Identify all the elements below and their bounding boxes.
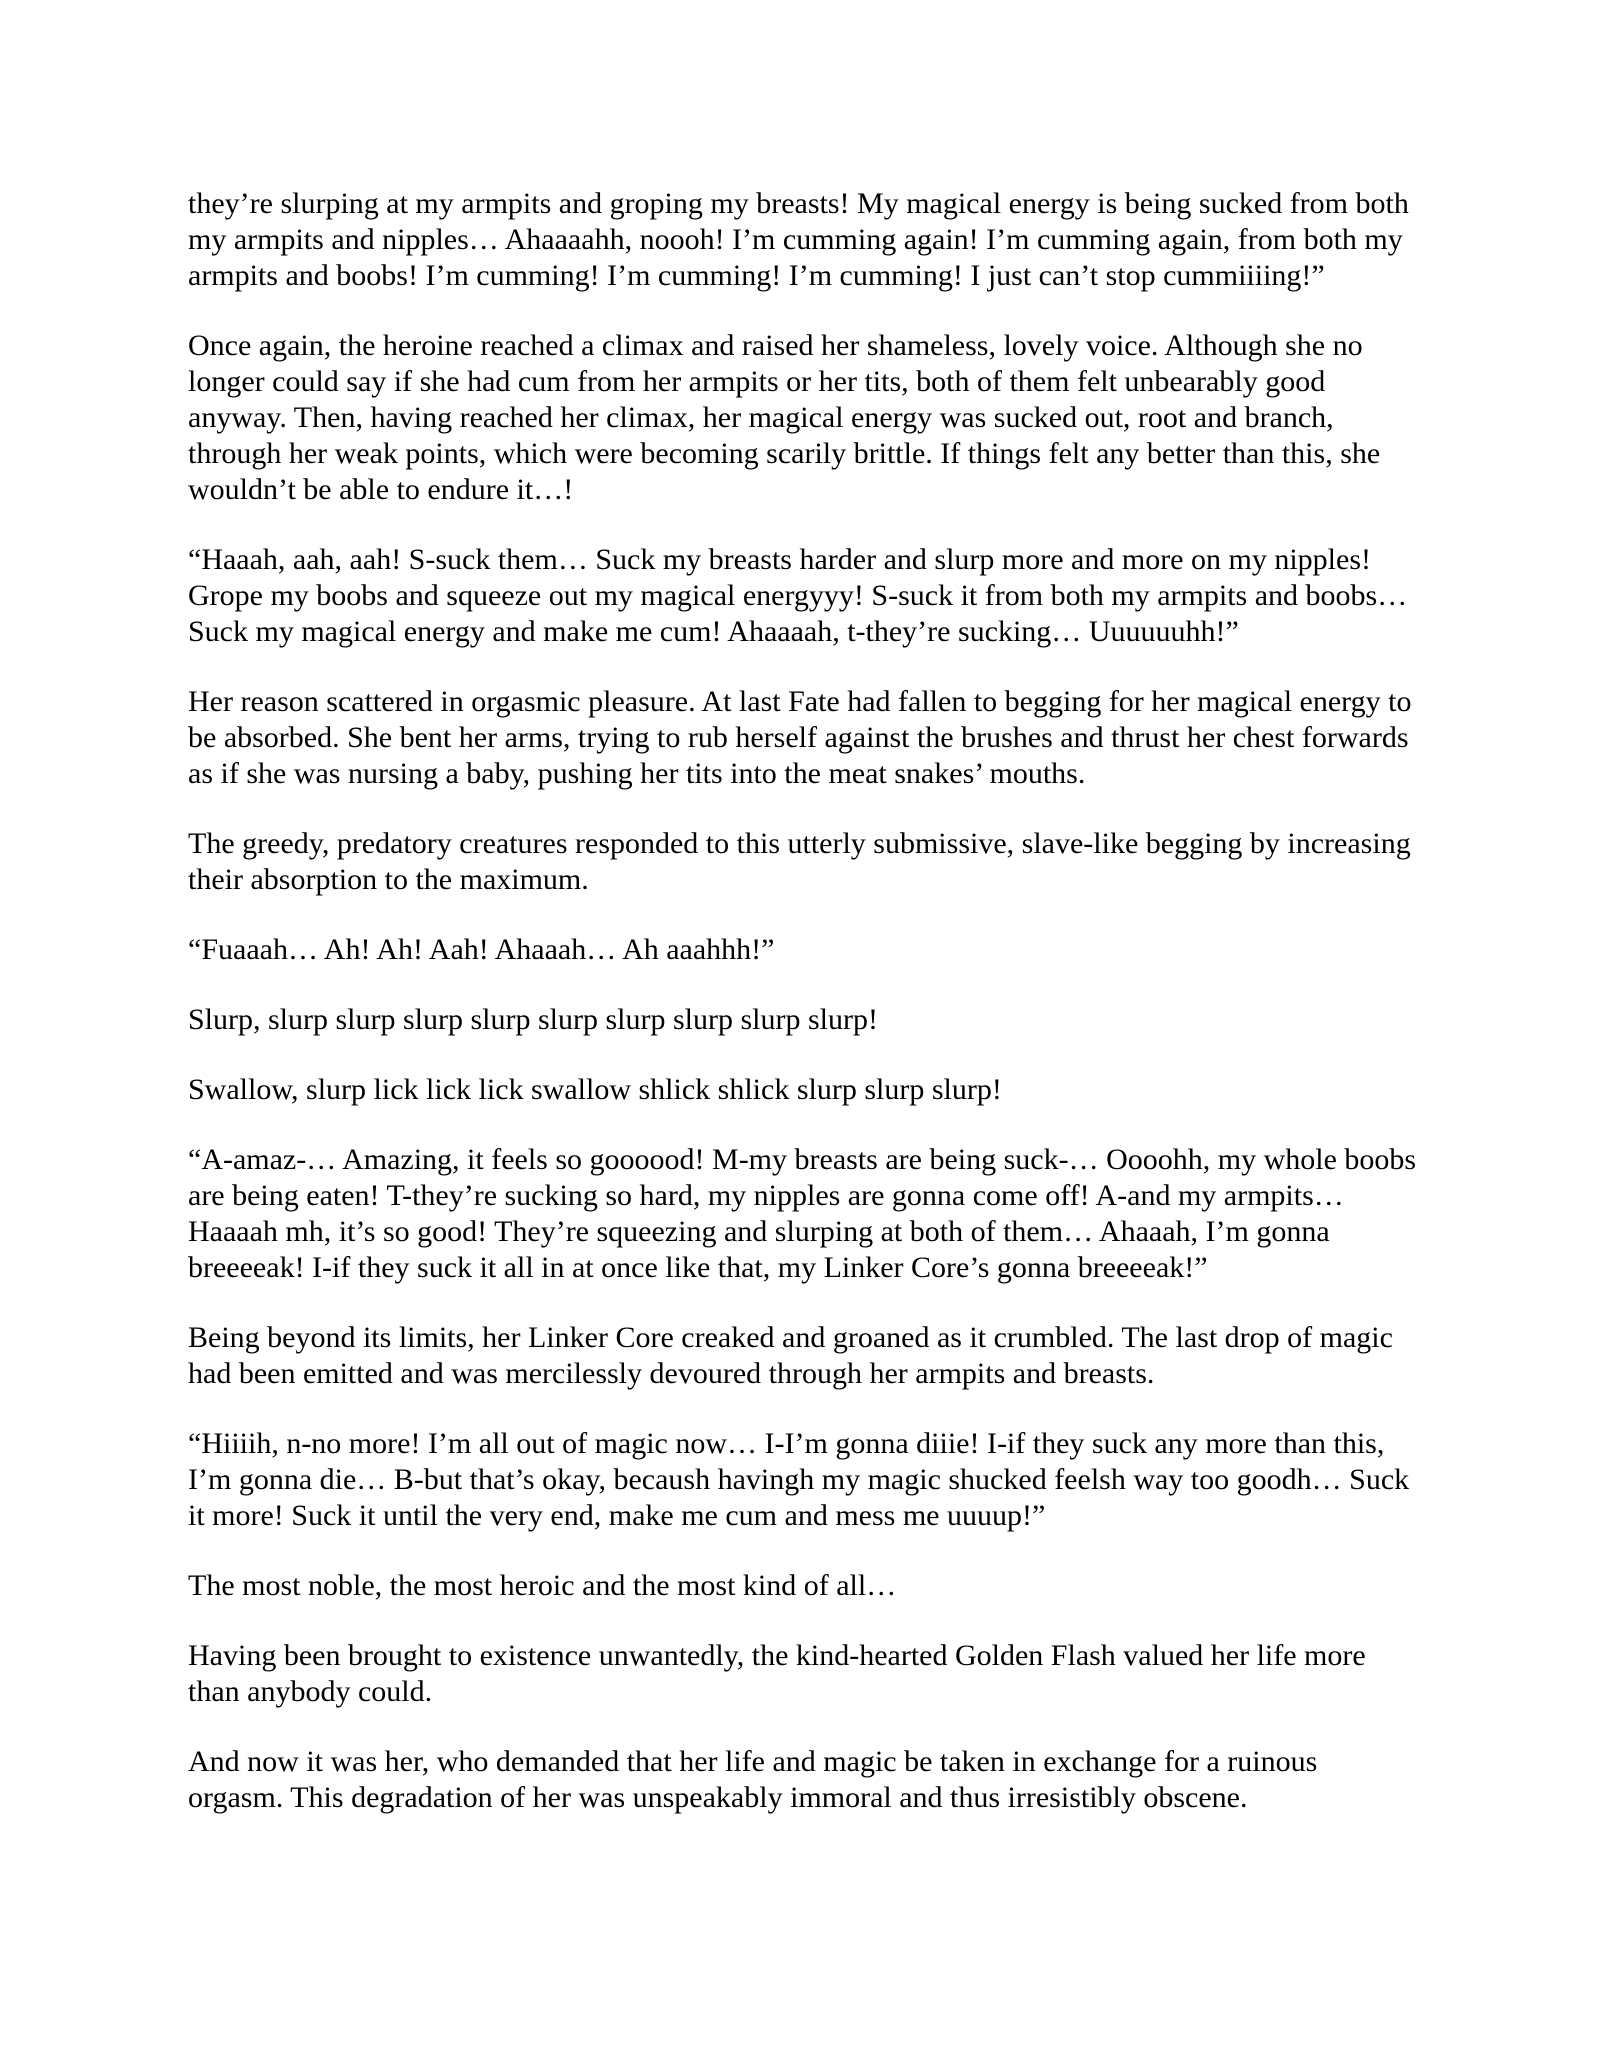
paragraph: “Haaah, aah, aah! S-suck them… Suck my breasts harder and slurp more and more on my nipples! Grope my boobs and squeeze out my magical energyyy! S-suck it from both my armpits and boobs… Suck my magical energy and make me cum! Ahaaaah, t-they’re sucking… Uuuuuuhh!” <box>188 543 1408 648</box>
paragraph: Having been brought to existence unwantedly, the kind-hearted Golden Flash valued her life more than anybody could. <box>188 1639 1366 1708</box>
paragraph: Swallow, slurp lick lick lick swallow shlick shlick slurp slurp slurp! <box>188 1073 1002 1106</box>
paragraph: Her reason scattered in orgasmic pleasure. At last Fate had fallen to begging for her magical energy to be absorbed. She bent her arms, trying to rub herself against the brushes and thrust her chest forwards as if she was nursing a baby, pushing her tits into the meat snakes’ mouths. <box>188 685 1412 790</box>
paragraph: The most noble, the most heroic and the most kind of all… <box>188 1569 897 1602</box>
paragraph: they’re slurping at my armpits and groping my breasts! My magical energy is being sucked from both my armpits and nipples… Ahaaaahh, noooh! I’m cumming again! I’m cumming again, from both my armpits and boobs! I’m cumming! I’m cumming! I’m cumming! I just can’t stop cummiiiing!” <box>188 187 1409 292</box>
paragraph: And now it was her, who demanded that her life and magic be taken in exchange for a ruinous orgasm. This degradation of her was unspeakably immoral and thus irresistibly obscene. <box>188 1745 1318 1814</box>
paragraph: Being beyond its limits, her Linker Core creaked and groaned as it crumbled. The last drop of magic had been emitted and was mercilessly devoured through her armpits and breasts. <box>188 1321 1393 1390</box>
paragraph: Once again, the heroine reached a climax and raised her shameless, lovely voice. Although she no longer could say if she had cum from her armpits or her tits, both of them felt unbearably good anyway. Then, having reached her climax, her magical energy was sucked out, root and branch, through her weak points, which were becoming scarily brittle. If things felt any better than this, she wouldn’t be able to endure it…! <box>188 329 1381 506</box>
paragraph: The greedy, predatory creatures responded to this utterly submissive, slave-like begging by increasing their absorption to the maximum. <box>188 827 1411 896</box>
paragraph: Slurp, slurp slurp slurp slurp slurp slurp slurp slurp slurp! <box>188 1003 878 1036</box>
document-text-column <box>188 186 1418 1850</box>
paragraph: “Fuaaah… Ah! Ah! Aah! Ahaaah… Ah aaahhh!” <box>188 933 775 966</box>
paragraph: “Hiiiih, n-no more! I’m all out of magic now… I-I’m gonna diiie! I-if they suck any more than this, I’m gonna die… B-but that’s okay, becaush havingh my magic shucked feelsh way too goodh… Suck it more! Suck it until the very end, make me cum and mess me uuuup!” <box>188 1427 1410 1532</box>
paragraph: “A-amaz-… Amazing, it feels so goooood! M-my breasts are being suck-… Oooohh, my whole boobs are being eaten! T-they’re sucking so hard, my nipples are gonna come off! A-and my armpits… Haaaah mh, it’s so good! They’re squeezing and slurping at both of them… Ahaaah, I’m gonna breeeeak! I-if they suck it all in at once like that, my Linker Core’s gonna breeeeak!” <box>188 1143 1417 1284</box>
